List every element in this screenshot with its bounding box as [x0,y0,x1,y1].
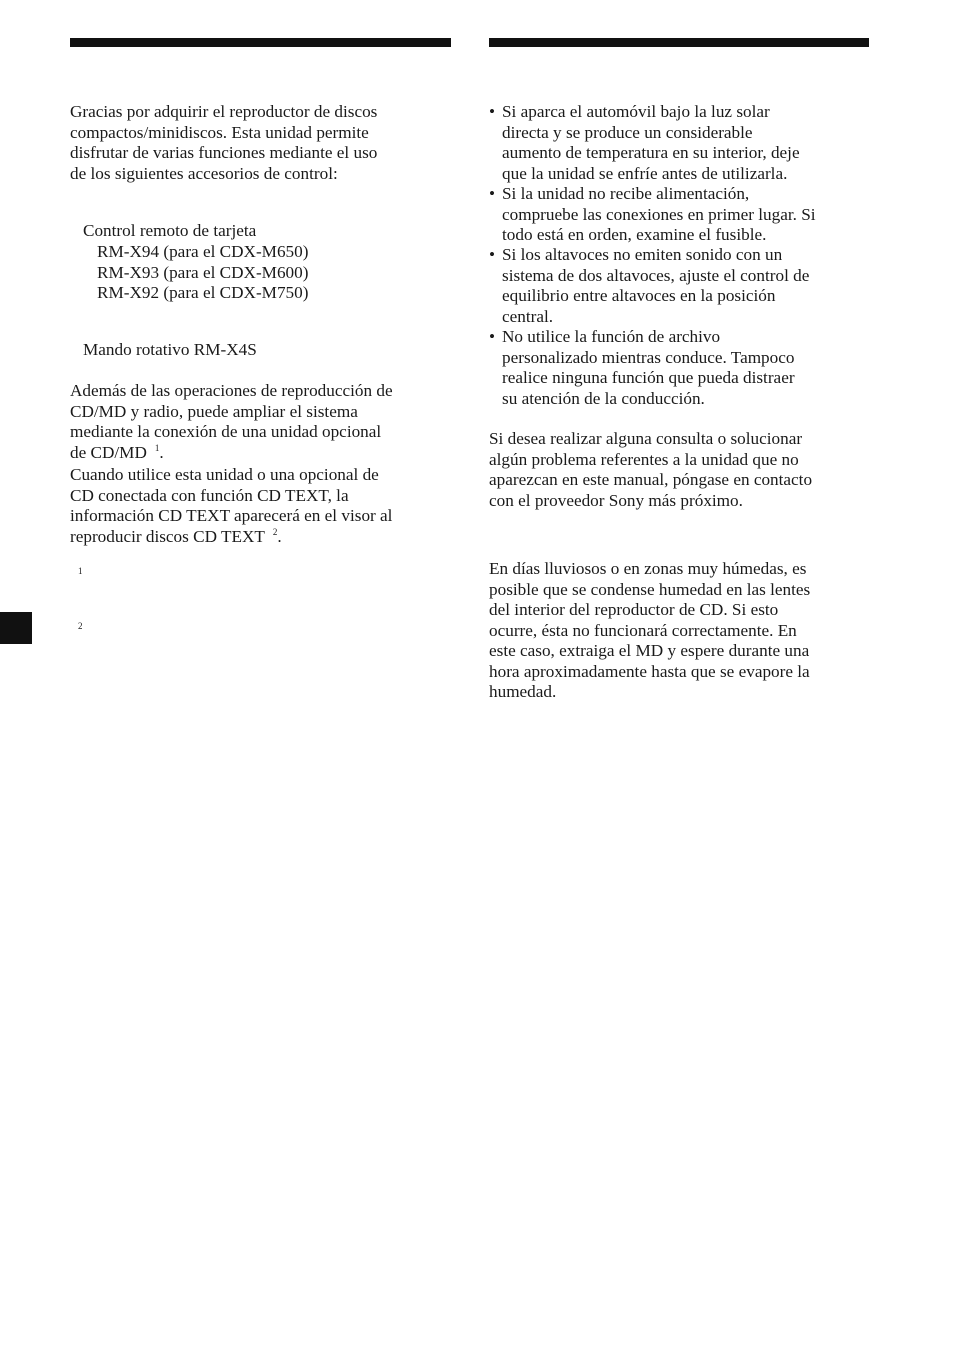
rotary-commander-label: Mando rotativo RM-X4S [83,340,257,359]
model-item: RM-X93 (para el CDX-M600) [97,262,309,282]
intro-paragraph: Gracias por adquirir el reproductor de discos compactos/minidiscos. Esta unidad permite disfrutar de varias funciones mediante el uso de los siguientes accesorios de control: [70,102,378,183]
footnote-mark-2: 2 [78,621,83,631]
page-edge-tab [0,612,32,644]
bullet-icon: • [489,245,496,264]
footnote-ref-2: 2 [272,526,278,537]
footnote-mark-1: 1 [78,566,83,576]
model-item: RM-X92 (para el CDX-M750) [97,283,309,302]
humidity-paragraph: En días lluviosos o en zonas muy húmedas, es posible que se condense humedad en las lentes del interior del reproductor de CD. Si esto ocurre, ésta no funcionará correctamente. En este caso, extraiga el MD y espere durante una hora aproximadamente hasta que se evapore la humedad. [489,559,811,701]
right-header-rule [489,38,869,47]
left-header-rule [70,38,451,47]
bullet-icon: • [489,102,496,121]
bullet-icon: • [489,327,496,346]
remote-models-list [97,242,308,304]
consult-paragraph: Si desea realizar alguna consulta o solucionar algún problema referentes a la unidad que no aparezcan en este manual, póngase en contacto con el proveedor Sony más próximo. [489,429,813,510]
footnote-ref-1: 1 [154,442,160,453]
expansion-paragraph: Además de las operaciones de reproducción de CD/MD y radio, puede ampliar el sistema mediante la conexión de una unidad opcional de CD/MD $^1$. Cuando utilice esta unidad o una opcional de CD conectada con función CD TEXT, la información CD TEXT aparecerá en el visor al reproducir discos CD TEXT $^2$. [70,381,393,546]
bullet-icon: • [489,184,496,203]
model-item: RM-X94 (para el CDX-M650) [97,242,309,261]
card-remote-label: Control remoto de tarjeta [83,221,257,240]
